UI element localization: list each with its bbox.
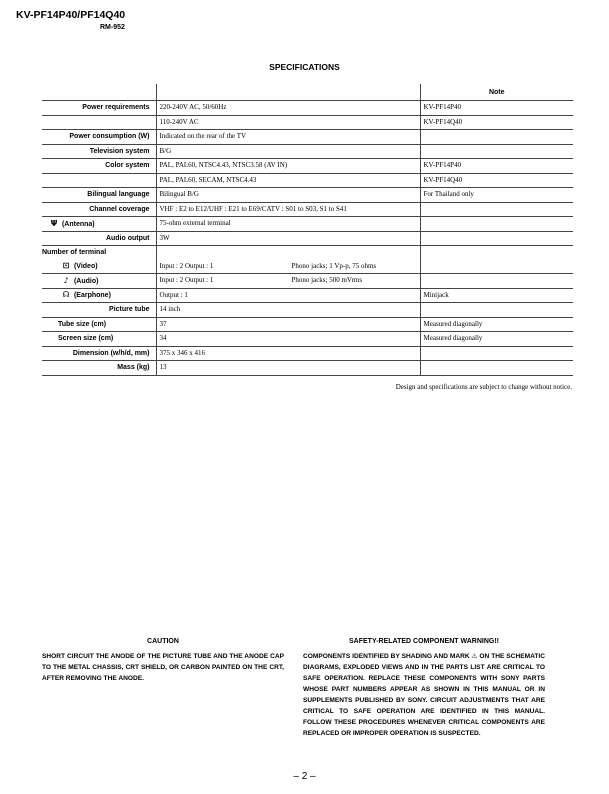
spec-label [42, 159, 156, 174]
spec-value [156, 159, 420, 174]
spec-label [42, 130, 156, 145]
spec-value-text: B/G [159, 146, 172, 155]
spec-value [156, 115, 420, 130]
spec-label-text: Power requirements [82, 104, 150, 112]
safety-warning-body: COMPONENTS IDENTIFIED BY SHADING AND MARK ⚠ ON THE SCHEMATIC DIAGRAMS, EXPLODED VIEWS AND IN THE PARTS LIST ARE CRITICAL TO SAFE OPERATION. REPLACE THESE COMPONENTS WITH SONY PARTS WHOSE PART NUMBERS APPEAR AS SHOWN IN THIS MANUAL OR IN SUPPLEMENTS PUBLISHED BY SONY. CIRCUIT ADJUSTMENTS THAT ARE CRITICAL TO SAFE OPERATION ARE IDENTIFIED IN THIS MANUAL. FOLLOW THESE PROCEDURES WHENEVER CRITICAL COMPONENTS ARE REPLACED OR IMPROPER OPERATION IS SUSPECTED. [303, 653, 545, 737]
spec-note [420, 202, 573, 217]
spec-value-text: 220-240V AC, 50/60Hz [159, 103, 227, 112]
spec-value-text: 14 inch [159, 305, 181, 314]
spec-label-text: Television system [89, 147, 150, 155]
table-row [42, 217, 573, 232]
table-row [42, 188, 573, 203]
table-row [42, 202, 573, 217]
spec-label-text: Color system [105, 162, 150, 170]
spec-value-text: 37 [159, 319, 167, 328]
spec-label [42, 202, 156, 217]
spec-value-text: Indicated on the rear of the TV [159, 132, 247, 141]
spec-label [42, 101, 156, 116]
spec-note: For Thailand only [420, 188, 573, 203]
spec-value-text: 110-240V AC [159, 117, 199, 126]
spec-value-detail: Phono jacks; 1 Vp-p, 75 ohms [291, 261, 377, 270]
spec-value-text: 75-ohm external terminal [159, 219, 231, 228]
spec-value-text: 375 x 346 x 416 [159, 348, 205, 357]
spec-value [156, 217, 420, 232]
spec-label [42, 317, 156, 332]
spec-value [156, 231, 420, 246]
spec-label [42, 246, 156, 260]
caution-body: SHORT CIRCUIT THE ANODE OF THE PICTURE TUBE AND THE ANODE CAP TO THE METAL CHASSIS, CRT SHIELD, OR CARBON PAINTED ON THE CRT, AFTER REMOVING THE ANODE. [42, 653, 284, 682]
spec-note: KV-PF14P40 [420, 101, 573, 116]
spec-note [420, 144, 573, 159]
spec-note: KV-PF14Q40 [420, 115, 573, 130]
spec-note: KV-PF14P40 [420, 159, 573, 174]
table-row [42, 332, 573, 347]
spec-value [156, 260, 420, 274]
spec-note [420, 346, 573, 361]
spec-note [420, 217, 573, 232]
table-row [42, 130, 573, 145]
spec-label-text: Mass (kg) [117, 364, 150, 372]
spec-value [156, 288, 420, 303]
spec-label-text: Channel coverage [89, 205, 150, 213]
antenna-icon: Ψ [50, 218, 58, 228]
spec-label-text: Dimension (w/h/d, mm) [72, 349, 150, 357]
spec-value [156, 188, 420, 203]
spec-value-text: 13 [159, 363, 167, 372]
spec-note [420, 130, 573, 145]
table-row [42, 317, 573, 332]
spec-value-text: PAL, PAL60, NTSC4.43, NTSC3.58 (AV IN) [159, 161, 288, 170]
spec-value-text: PAL, PAL60, SECAM, NTSC4.43 [159, 175, 257, 184]
spec-label-text: Power consumption (W) [69, 133, 150, 141]
spec-label-text: Screen size (cm) [58, 335, 114, 343]
table-row [42, 346, 573, 361]
spec-value [156, 101, 420, 116]
specifications-table [42, 84, 573, 376]
spec-label-text: Number of terminal [42, 249, 107, 257]
spec-label [42, 188, 156, 203]
spec-value-text: Bilingual B/G [159, 190, 199, 199]
spec-note [420, 260, 573, 274]
spec-note [420, 231, 573, 246]
chassis-number: RM-952 [100, 24, 125, 31]
spec-note: KV-PF14Q40 [420, 173, 573, 188]
spec-value-text: 34 [159, 334, 167, 343]
spec-label-text: (Antenna) [61, 220, 95, 228]
spec-note: Minijack [420, 288, 573, 303]
table-row [42, 144, 573, 159]
video-terminal-icon: ⊡ [62, 261, 70, 271]
spec-value [156, 303, 420, 318]
spec-label-text: (Earphone) [73, 292, 111, 300]
earphone-icon: ☊ [62, 290, 70, 300]
page-title: SPECIFICATIONS [269, 62, 340, 72]
spec-label-text: Picture tube [109, 306, 150, 314]
spec-value [156, 202, 420, 217]
spec-note [420, 246, 573, 260]
spec-value-text: VHF : E2 to E12/UHF : E21 to E69/CATV : S01 to S03, S1 to S41 [159, 204, 347, 213]
audio-terminal-icon: ♪ [63, 275, 69, 285]
table-row [42, 274, 573, 289]
table-row [42, 260, 573, 274]
spec-value [156, 332, 420, 347]
spec-value-text: 3W [159, 233, 170, 242]
spec-value [156, 317, 420, 332]
spec-label [42, 274, 156, 289]
table-row [42, 159, 573, 174]
spec-note [420, 274, 573, 289]
spec-label [42, 115, 156, 130]
spec-label [42, 144, 156, 159]
spec-label-text: (Audio) [73, 277, 99, 285]
model-number: KV-PF14P40/PF14Q40 [16, 9, 126, 21]
spec-value [156, 274, 420, 289]
spec-label-text: Audio output [105, 234, 150, 242]
table-row [42, 173, 573, 188]
spec-value [156, 346, 420, 361]
spec-note [420, 303, 573, 318]
page-number: – 2 – [293, 771, 316, 782]
spec-label-text: (Video) [73, 263, 98, 271]
spec-value-detail: Phono jacks; 500 mVrms [291, 276, 363, 285]
spec-label-text: Bilingual language [87, 191, 150, 199]
spec-note: Measured diagonally [420, 317, 573, 332]
spec-label-text: Tube size (cm) [58, 320, 107, 328]
spec-value [156, 130, 420, 145]
table-row [42, 303, 573, 318]
spec-label [42, 303, 156, 318]
table-row [42, 115, 573, 130]
safety-warning-title: SAFETY-RELATED COMPONENT WARNING!! [349, 638, 499, 645]
spec-value-text: Input : 2 Output : 1 [159, 261, 214, 270]
table-row [42, 231, 573, 246]
disclaimer-text: Design and specifications are subject to change without notice. [395, 383, 572, 391]
spec-value-text: Input : 2 Output : 1 [159, 276, 214, 285]
table-header-row [42, 84, 573, 101]
spec-label [42, 173, 156, 188]
table-row [42, 361, 573, 376]
spec-value [156, 144, 420, 159]
spec-label [42, 361, 156, 376]
spec-label [42, 260, 156, 274]
caution-title: CAUTION [147, 638, 179, 645]
spec-value [156, 361, 420, 376]
spec-value [156, 173, 420, 188]
spec-label [42, 346, 156, 361]
spec-label [42, 217, 156, 232]
spec-note: Measured diagonally [420, 332, 573, 347]
spec-note [420, 361, 573, 376]
spec-label [42, 332, 156, 347]
spec-value-text: Output : 1 [159, 290, 188, 299]
spec-label [42, 231, 156, 246]
note-column-header: Note [420, 84, 573, 101]
table-row [42, 246, 573, 260]
spec-label [42, 288, 156, 303]
table-row [42, 288, 573, 303]
spec-value [156, 246, 420, 260]
table-row [42, 101, 573, 116]
